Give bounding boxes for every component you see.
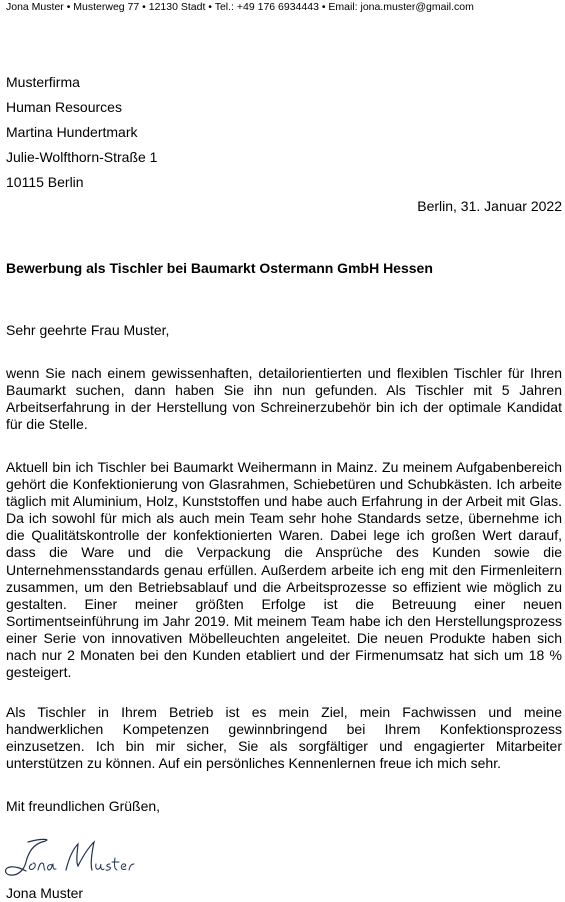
letter-date: Berlin, 31. Januar 2022 <box>417 198 562 214</box>
body-paragraph: Aktuell bin ich Tischler bei Baumarkt Weihermann in Mainz. Zu meinem Aufgabenbereich gehört die Konfektionierung von Glasrahmen, Schiebetüren und Schubkästen. Ich arbeite täglich mit Aluminium, Holz, Kunststoffen und habe auch Erfahrung in der Arbeit mit Glas. Da ich sowohl für mich als auch mein Team sehr hohe Standards setze, übernehme ich die Qualitätskontrolle der konfektionierten Waren. Dabei lege ich großen Wert darauf, dass die Ware und die Verpackung die Ansprüche des Kunden sowie die Unternehmensstandards genau erfüllen. Außerdem arbeite ich eng mit den Firmenleitern zusammen, um den Betriebsablauf und die Arbeitsprozesse so effizient wie möglich zu gestalten. Einer meiner größten Erfolge ist die Betreuung einer neuen Sortimentseinführung im Jahr 2019. Mit meinem Team habe ich den Herstellungsprozess einer Serie von innovativen Möbelleuchten angeleitet. Die neuen Produkte haben sich nach nur 2 Monaten bei den Kunden etabliert und der Firmenumsatz hat sich um 18 % gesteigert. <box>6 459 562 681</box>
recipient-city: 10115 Berlin <box>6 174 84 190</box>
letter-subject: Bewerbung als Tischler bei Baumarkt Ostermann GmbH Hessen <box>6 260 433 276</box>
salutation: Sehr geehrte Frau Muster, <box>6 322 170 338</box>
body-paragraph: wenn Sie nach einem gewissenhaften, detailorientierten und flexiblen Tischler für Ihren Baumarkt suchen, dann haben Sie ihn nun gefunden. Als Tischler mit 5 Jahren Arbeitserfahrung in der Herstellung von Schreinerzubehör bin ich der optimale Kandidat für die Stelle. <box>6 365 562 433</box>
recipient-person: Martina Hundertmark <box>6 124 138 140</box>
handwritten-signature <box>2 836 142 880</box>
body-paragraph: Als Tischler in Ihrem Betrieb ist es mein Ziel, mein Fachwissen und meine handwerklichen Kompetenzen gewinnbringend bei Ihrem Konfektionsprozess einzusetzen. Ich bin mir sicher, Sie als sorgfältiger und engagierter Mitarbeiter unterstützen zu können. Auf ein persönliches Kennenlernen freue ich mich sehr. <box>6 704 562 772</box>
recipient-address <box>6 70 157 195</box>
recipient-street: Julie-Wolfthorn-Straße 1 <box>6 149 158 165</box>
recipient-company: Musterfirma <box>6 74 80 90</box>
signer-name: Jona Muster <box>6 885 84 901</box>
recipient-department: Human Resources <box>6 99 122 115</box>
closing-phrase: Mit freundlichen Grüßen, <box>6 798 161 814</box>
sender-address-line: Jona Muster • Musterweg 77 • 12130 Stadt • Tel.: +49 176 6934443 • Email: jona.muster@gmail.com <box>6 1 474 13</box>
